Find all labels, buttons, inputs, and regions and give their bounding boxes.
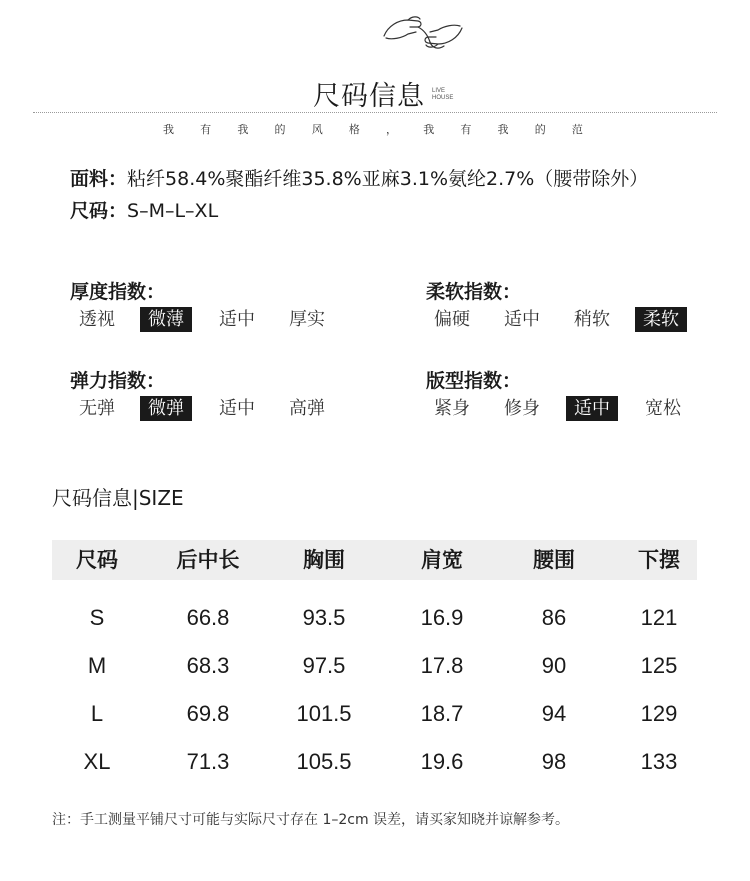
thickness-option: 厚实	[289, 309, 325, 330]
table-cell: 121	[640, 605, 678, 630]
measurement-note: 注：手工测量平铺尺寸可能与实际尺寸存在 1–2cm 误差，请买家知晓并谅解参考。	[52, 812, 570, 828]
table-cell: 19.6	[420, 749, 464, 774]
col-header-back-length: 后中长	[176, 548, 240, 572]
fabric-label: 面料：	[70, 168, 128, 190]
slogan-char: 格	[348, 123, 360, 136]
col-header-waist: 腰围	[533, 548, 575, 572]
fit-option-selected: 适中	[566, 396, 618, 421]
slogan-char: 风	[311, 123, 323, 136]
table-cell: 105.5	[296, 749, 352, 774]
thickness-option: 透视	[79, 309, 115, 330]
table-cell: 71.3	[186, 749, 230, 774]
thickness-option-selected: 微薄	[140, 307, 192, 332]
slogan-char: 我	[423, 123, 435, 136]
col-header-hem: 下摆	[638, 548, 680, 572]
elasticity-option-selected: 微弹	[140, 396, 192, 421]
size-line	[70, 196, 218, 223]
table-cell: L	[90, 701, 104, 726]
table-cell: 101.5	[296, 701, 352, 726]
fit-option: 紧身	[434, 398, 470, 419]
size-table-heading: 尺码信息|SIZE	[52, 486, 184, 510]
softness-option: 稍软	[574, 309, 610, 330]
logo-line-1: LIVE	[432, 88, 446, 94]
fit-index-title: 版型指数：	[426, 370, 522, 392]
logo-line-2: HOUSE	[432, 95, 454, 101]
softness-option-selected: 柔软	[635, 307, 687, 332]
title-divider	[33, 112, 717, 113]
table-cell: S	[89, 605, 105, 630]
size-value: S–M–L–XL	[127, 200, 219, 222]
elasticity-option: 适中	[219, 398, 255, 419]
slogan-char: 的	[534, 123, 546, 136]
slogan-char: 我	[497, 123, 509, 136]
fabric-line	[70, 164, 648, 191]
table-cell: 86	[541, 605, 567, 630]
hands-illustration	[378, 8, 468, 54]
slogan-char: 有	[200, 123, 212, 136]
softness-option: 偏硬	[434, 309, 470, 330]
table-cell: 18.7	[420, 701, 464, 726]
slogan-char: 的	[274, 123, 286, 136]
table-cell: 17.8	[420, 653, 464, 678]
softness-option: 适中	[504, 309, 540, 330]
thickness-option: 适中	[219, 309, 255, 330]
table-cell: 90	[541, 653, 567, 678]
table-cell: 93.5	[302, 605, 346, 630]
fit-option: 宽松	[645, 398, 681, 419]
slogan-char: ，	[386, 123, 398, 136]
elasticity-option: 高弹	[289, 398, 325, 419]
table-cell: M	[87, 653, 107, 678]
live-house-logo	[432, 88, 453, 102]
slogan-char: 我	[237, 123, 249, 136]
table-cell: 94	[541, 701, 567, 726]
table-cell: 16.9	[420, 605, 464, 630]
elasticity-index-title: 弹力指数：	[70, 370, 166, 392]
table-cell: 69.8	[186, 701, 230, 726]
col-header-shoulder: 肩宽	[421, 548, 463, 572]
softness-index-title: 柔软指数：	[426, 281, 522, 303]
fabric-value: 粘纤58.4%聚酯纤维35.8%亚麻3.1%氨纶2.7%（腰带除外）	[127, 168, 649, 190]
size-label: 尺码：	[70, 200, 128, 222]
page-title: 尺码信息	[313, 81, 425, 112]
table-cell: 66.8	[186, 605, 230, 630]
elasticity-option: 无弹	[79, 398, 115, 419]
table-cell: 129	[640, 701, 678, 726]
slogan	[163, 121, 583, 137]
table-cell: XL	[83, 749, 111, 774]
table-cell: 98	[541, 749, 567, 774]
table-cell: 133	[640, 749, 678, 774]
table-cell: 125	[640, 653, 678, 678]
table-cell: 68.3	[186, 653, 230, 678]
col-header-chest: 胸围	[303, 548, 345, 572]
thickness-index-title: 厚度指数：	[70, 281, 166, 303]
fit-option: 修身	[504, 398, 540, 419]
table-cell: 97.5	[302, 653, 346, 678]
slogan-char: 范	[571, 123, 583, 136]
col-header-size: 尺码	[76, 548, 118, 572]
slogan-char: 有	[460, 123, 472, 136]
slogan-char: 我	[163, 123, 174, 136]
